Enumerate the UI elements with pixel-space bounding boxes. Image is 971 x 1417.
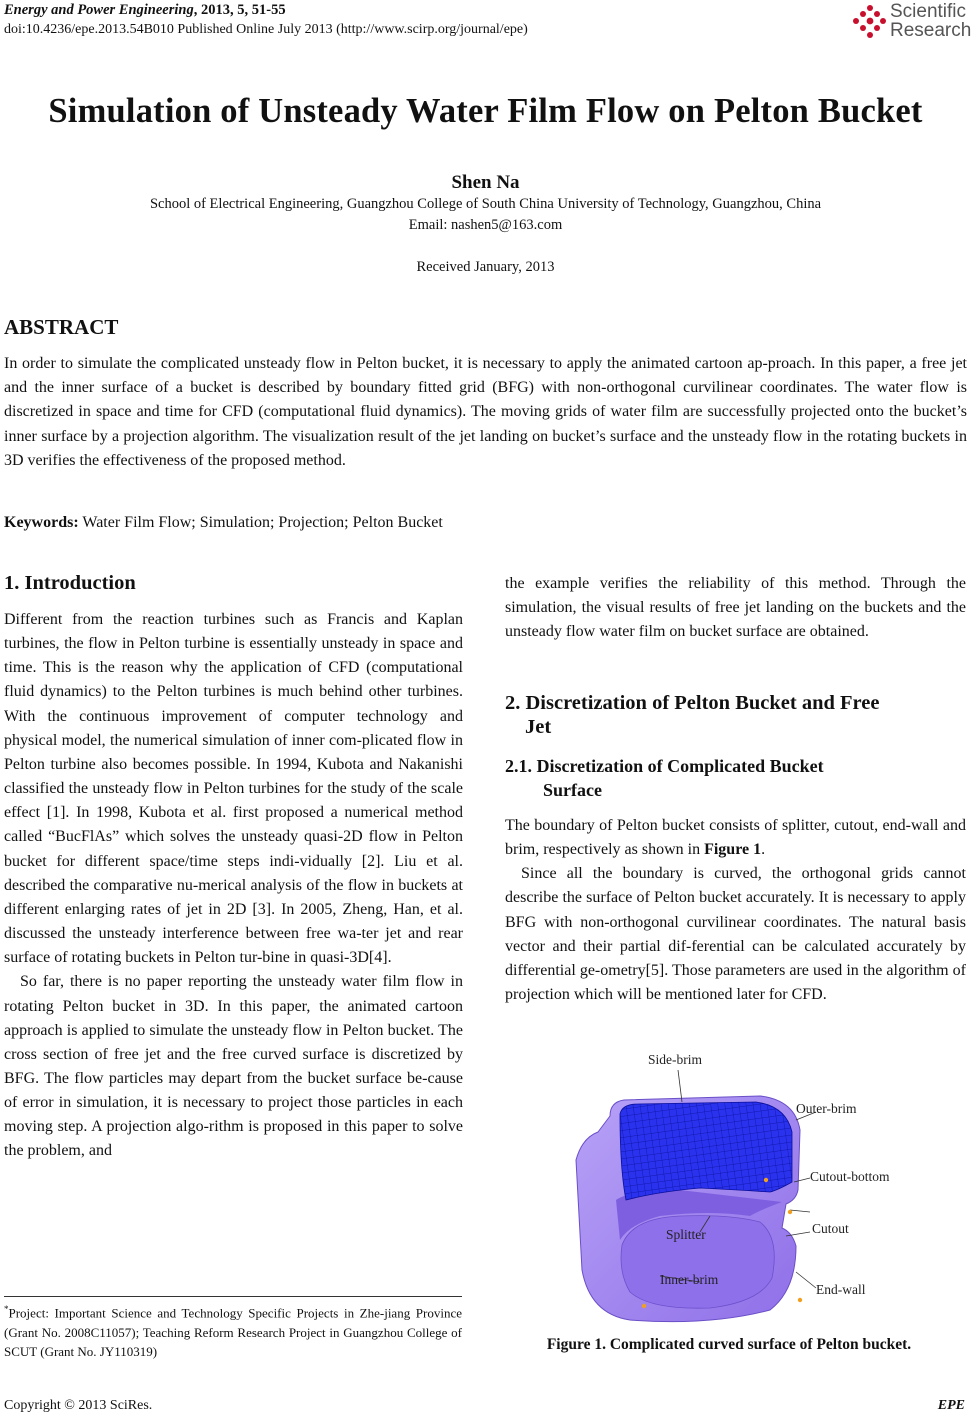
author-email[interactable]: Email: nashen5@163.com [408, 217, 563, 233]
subsection-2-1-line-1: 2.1. Discretization of Complicated Bucket [505, 756, 824, 776]
doi-line: doi:10.4236/epe.2013.54B010 Published Online July 2013 (http://www.scirp.org/journal/epe) [4, 22, 528, 37]
journal-name: Energy and Power Engineering [4, 2, 194, 18]
logo-line-2: Research [890, 20, 971, 41]
figure-1-caption: Figure 1. Complicated curved surface of Pelton bucket. [546, 1336, 912, 1353]
label-cutout-bottom: Cutout-bottom [810, 1169, 890, 1184]
footnote [4, 1300, 462, 1362]
section-2-body [505, 814, 966, 1007]
label-outer-brim: Outer-brim [796, 1101, 857, 1116]
keywords [4, 514, 443, 532]
section-2-paragraph-2: Since all the boundary is curved, the orthogonal grids cannot describe the surface of Pelton bucket accurately. It is necessary to apply BFG with non-orthogonal curvilinear coordinates. The natural basis vector and their partial dif-ferential can be calculated accurately by differential ge-ometry[5]. Those parameters are used in the algorithm of projection which will be mentioned later for CFD. [505, 865, 966, 1004]
paper-title: Simulation of Unsteady Water Film Flow on Pelton Bucket [48, 92, 923, 130]
label-side-brim: Side-brim [648, 1052, 702, 1067]
volume-info: , 2013, 5, 51-55 [193, 2, 286, 18]
copyright: Copyright © 2013 SciRes. [4, 1398, 153, 1413]
intro-paragraph-1: Different from the reaction turbines such as Francis and Kaplan turbines, the flow in Pelton turbine is essentially unsteady in space and time. This is the reason why the application of CFD (computational fluid dynamics) to the Pelton turbines is much behind other turbines. With the continuous improvement of computer technology and physical model, the numerical simulation of inner com-plicated flow in Pelton turbine also becomes possible. In 1994, Kubota and Nakanishi classified the unsteady flow in Pelton turbines for the study of the scale effect [1]. In 1998, Kubota et al. first proposed a numerical method called “BucFlAs” which solves the unsteady quasi-2D flow in Pelton bucket for different space/time steps indi-vidually [2]. Liu et al. described the comparative nu-merical analysis of the flow in buckets at different enlarging rates of jet in 2D [3]. In 2005, Zheng, Han, et al. discussed the unsteady interference between free wa-ter jet and rear surface of rotating buckets in Pelton tur-bine in quasi-3D[4]. [4, 611, 463, 967]
water-film-mesh [620, 1102, 792, 1200]
label-cutout: Cutout [812, 1221, 849, 1236]
footnote-text: Project: Important Science and Technology Specific Projects in Zhe-jiang Province (Grant No. 2008C11057); Teaching Reform Research Project in Guangzhou College of SCUT (Grant No. JY110319) [4, 1305, 462, 1360]
section-2-heading-line-1: 2. Discretization of Pelton Bucket and Free [505, 692, 880, 714]
abstract-text: In order to simulate the complicated unsteady flow in Pelton bucket, it is necessary to apply the animated cartoon ap-proach. In this paper, a free jet and the inner surface of a bucket is described by boundary fitted grid (BFG) with non-orthogonal curvilinear coordinates. The water flow is discretized in space and time for CFD (computational fluid dynamics). The moving grids of water film are successfully projected onto the bucket’s inner surface by a projection algorithm. The visualization result of the jet landing on bucket’s surface and the unsteady flow in the rotating buckets in 3D verifies the effectiveness of the proposed method. [4, 355, 967, 469]
section-2-p1-end: . [761, 841, 766, 859]
label-splitter: Splitter [666, 1227, 706, 1242]
label-end-wall: End-wall [816, 1282, 866, 1297]
intro-paragraph-2: So far, there is no paper reporting the unsteady water film flow in rotating Pelton bucket in 3D. In this paper, the animated cartoon approach is applied to simulate the unsteady flow in Pelton bucket. The cross section of free jet and the free curved surface is discretized by BFG. The flow particles may depart from the bucket surface be-cause of error in simulation, it is necessary to project those particles in each moving step. A projection algo-rithm is proposed in this paper to solve the problem, and [4, 973, 463, 1160]
section-1-heading: 1. Introduction [4, 572, 136, 594]
received-date: Received January, 2013 [416, 259, 555, 275]
subsection-2-1-line-2: Surface [543, 780, 602, 800]
section-2-heading-line-2: Jet [525, 716, 552, 738]
section-2-paragraph-1 [505, 814, 966, 862]
abstract-heading: ABSTRACT [4, 315, 119, 339]
section-2-p1-start: The boundary of Pelton bucket consists of splitter, cutout, end-wall and brim, respectively as shown in [505, 817, 966, 859]
logo-line-1: Scientific [890, 1, 967, 22]
logo-text [890, 2, 971, 40]
pelton-bucket-figure [560, 1040, 940, 1330]
author-name: Shen Na [451, 172, 520, 193]
label-inner-brim: Inner-brim [660, 1272, 719, 1287]
section-2-heading [505, 691, 966, 739]
affiliation: School of Electrical Engineering, Guangzhou College of South China University of Technology, Guangzhou, China [149, 196, 822, 212]
left-column [4, 608, 463, 1164]
footnote-marker: * [4, 1304, 9, 1314]
publisher-logo [852, 2, 970, 46]
journal-header [4, 2, 286, 19]
footnote-divider [4, 1296, 462, 1297]
keywords-label: Keywords: [4, 514, 79, 531]
intro-continued: the example verifies the reliability of this method. Through the simulation, the visual results of free jet landing on the buckets and the unsteady flow water film on bucket surface are obtained. [505, 575, 966, 641]
keywords-list: Water Film Flow; Simulation; Projection; Pelton Bucket [78, 514, 443, 531]
journal-abbreviation: EPE [937, 1398, 965, 1413]
scirp-dots-logo-icon [852, 4, 888, 40]
figure-1-reference[interactable]: Figure 1 [704, 841, 762, 859]
subsection-2-1-heading [505, 754, 966, 802]
